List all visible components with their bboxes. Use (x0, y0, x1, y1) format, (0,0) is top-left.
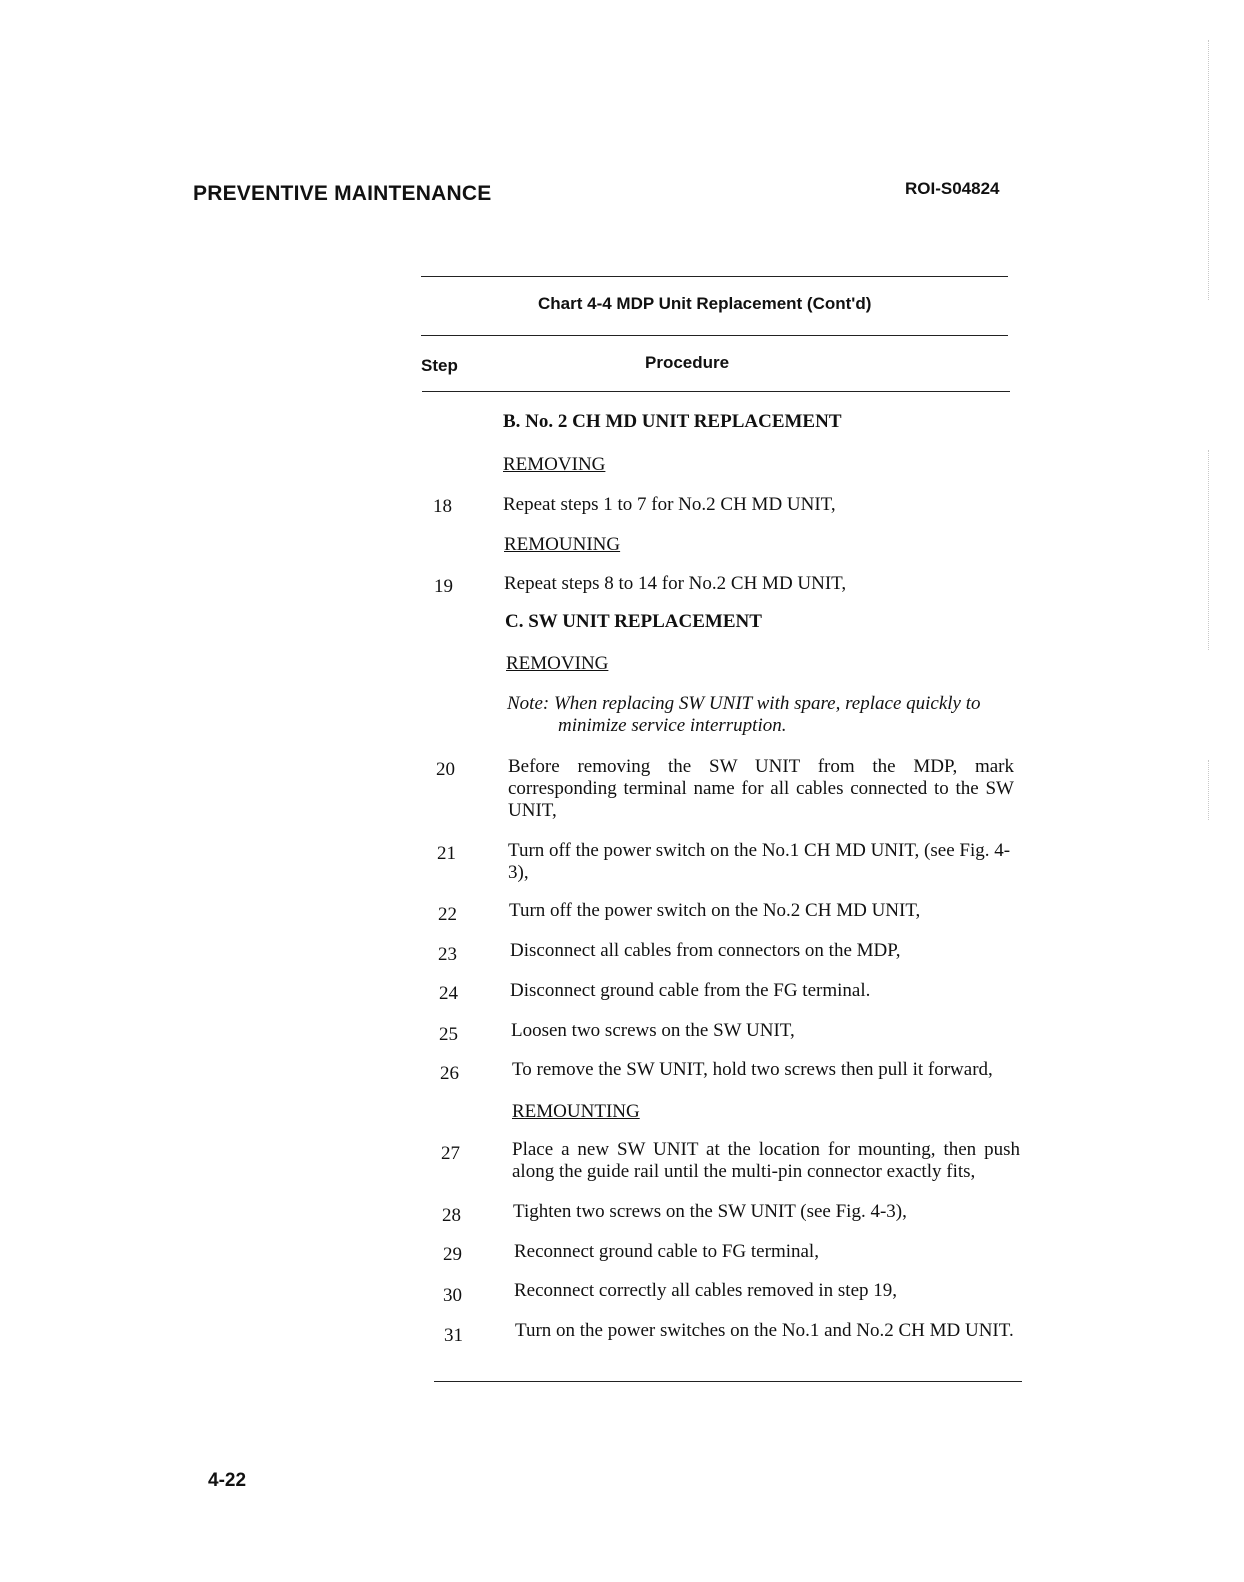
step-number: 22 (438, 904, 457, 925)
step-text: Repeat steps 8 to 14 for No.2 CH MD UNIT, (504, 573, 847, 594)
chart-title-rule (421, 335, 1008, 336)
note-prefix: Note: (507, 693, 550, 714)
step-text: Reconnect ground cable to FG terminal, (514, 1241, 819, 1262)
step-number: 20 (436, 759, 455, 780)
step-text: Repeat steps 1 to 7 for No.2 CH MD UNIT, (503, 494, 836, 515)
note-text: When replacing SW UNIT with spare, replace quickly to (553, 693, 981, 714)
column-header-step: Step (421, 356, 458, 375)
step-number: 29 (443, 1244, 462, 1265)
step-number: 26 (440, 1063, 459, 1084)
scan-edge-mark (1208, 40, 1210, 300)
step-number: 30 (443, 1285, 462, 1306)
document-id: ROI-S04824 (905, 179, 1000, 198)
step-text: Loosen two screws on the SW UNIT, (511, 1020, 795, 1041)
subheading-remounting-b: REMOUNING (504, 534, 621, 555)
subheading-remounting-c: REMOUNTING (512, 1101, 640, 1122)
step-text: Turn off the power switch on the No.2 CH MD UNIT, (509, 900, 921, 921)
step-number: 27 (441, 1143, 460, 1164)
step-text: Before removing the SW UNIT from the MDP, mark corresponding terminal name for all cables connected to the SW UNIT, (508, 756, 1014, 821)
chart-title: Chart 4-4 MDP Unit Replacement (Cont'd) (538, 294, 872, 313)
section-heading-b: B. No. 2 CH MD UNIT REPLACEMENT (503, 411, 842, 432)
chart-top-rule (421, 276, 1008, 277)
scan-edge-mark (1208, 450, 1210, 650)
column-header-procedure: Procedure (645, 353, 730, 372)
note-line-1 (507, 693, 981, 715)
chart-bottom-rule (434, 1381, 1022, 1382)
step-text: Tighten two screws on the SW UNIT (see Fig. 4-3), (513, 1201, 907, 1222)
step-number: 31 (444, 1325, 463, 1346)
subheading-removing-c: REMOVING (506, 653, 609, 674)
step-number: 23 (438, 944, 457, 965)
step-number: 18 (433, 496, 452, 517)
section-heading-c: C. SW UNIT REPLACEMENT (505, 611, 762, 632)
scan-edge-mark (1208, 760, 1210, 820)
note-line-2: minimize service interruption. (558, 715, 787, 736)
step-text: Turn on the power switches on the No.1 and No.2 CH MD UNIT. (515, 1320, 1014, 1341)
step-number: 24 (439, 983, 458, 1004)
step-number: 21 (437, 843, 456, 864)
step-text: Place a new SW UNIT at the location for mounting, then push along the guide rail until the multi-pin connector exactly fits, (512, 1139, 1020, 1182)
step-text: Disconnect all cables from connectors on the MDP, (510, 940, 901, 961)
section-header-title: PREVENTIVE MAINTENANCE (193, 182, 492, 205)
subheading-removing-b: REMOVING (503, 454, 606, 475)
page-number: 4-22 (208, 1470, 247, 1491)
step-number: 28 (442, 1205, 461, 1226)
step-text: Reconnect correctly all cables removed in step 19, (514, 1280, 898, 1301)
column-header-rule (422, 391, 1010, 392)
step-number: 19 (434, 576, 453, 597)
step-text: To remove the SW UNIT, hold two screws then pull it forward, (512, 1059, 993, 1080)
step-text: Turn off the power switch on the No.1 CH MD UNIT, (see Fig. 4-3), (508, 840, 1011, 883)
step-text: Disconnect ground cable from the FG terminal. (510, 980, 871, 1001)
step-number: 25 (439, 1024, 458, 1045)
